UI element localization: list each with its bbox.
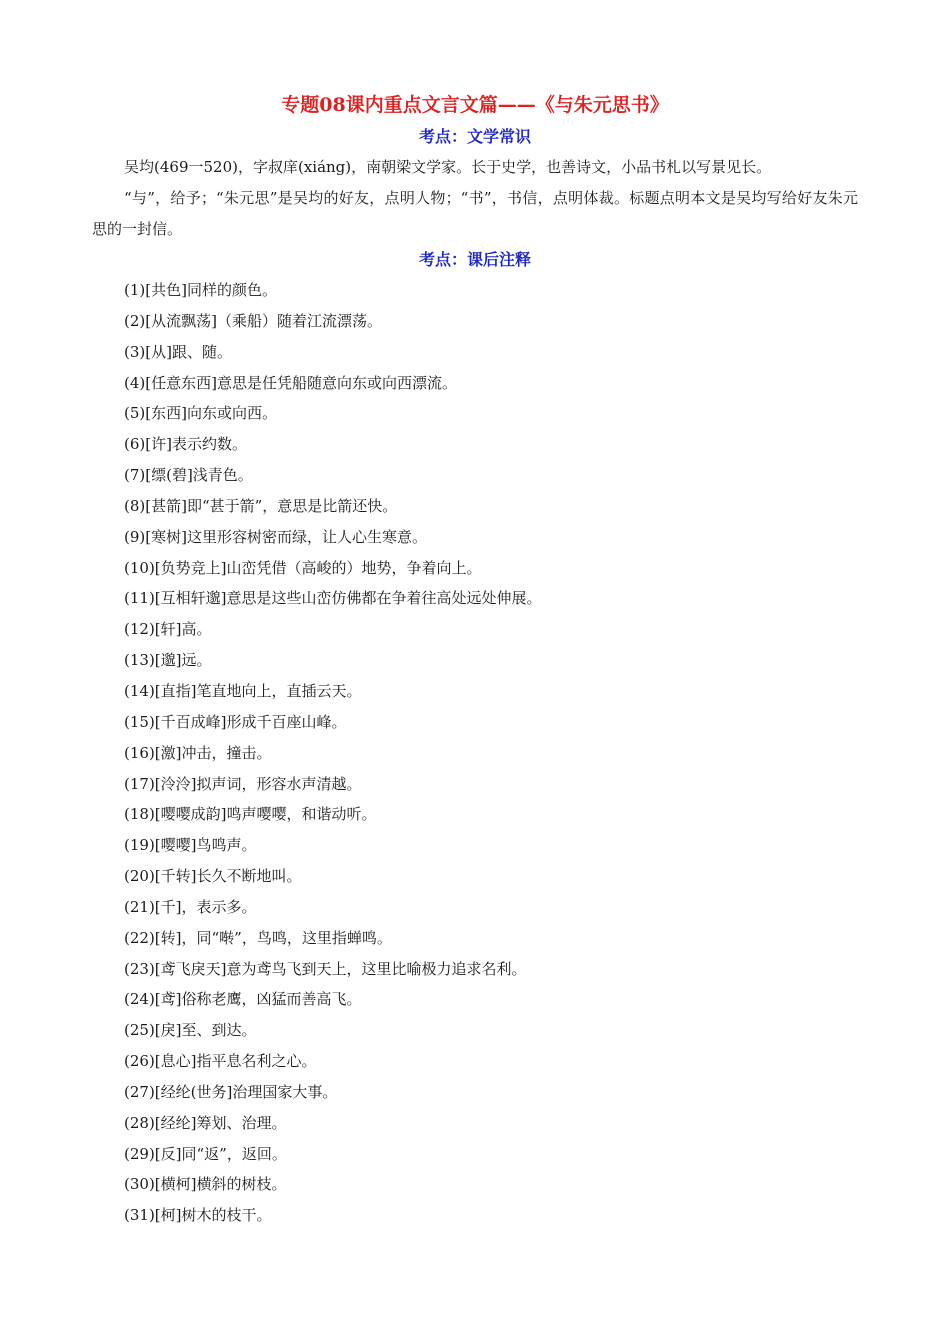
note-item: (4)[任意东西]意思是任凭船随意向东或向西漂流。 (124, 373, 457, 392)
note-item: (17)[泠泠]拟声词，形容水声清越。 (124, 774, 362, 793)
note-item: (16)[激]冲击，撞击。 (124, 743, 272, 762)
note-item: (9)[寒树]这里形容树密而绿，让人心生寒意。 (124, 527, 427, 546)
note-item: (7)[缥(碧]浅青色。 (124, 466, 253, 485)
note-item: (5)[东西]向东或向西。 (124, 404, 277, 423)
note-item: (6)[许]表示约数。 (124, 435, 247, 454)
note-item: (27)[经纶(世务]治理国家大事。 (124, 1082, 338, 1101)
note-item: (18)[嘤嘤成韵]鸣声嘤嘤，和谐动听。 (124, 805, 377, 824)
note-item: (8)[甚箭]即“甚于箭”，意思是比箭还快。 (124, 496, 398, 515)
note-item: (11)[互相轩邈]意思是这些山峦仿佛都在争着往高处远处伸展。 (124, 589, 542, 608)
note-item: (21)[千]，表示多。 (124, 897, 257, 916)
note-item: (13)[邈]远。 (124, 651, 212, 670)
note-item: (2)[从流飘荡]（乘船）随着江流漂荡。 (124, 311, 382, 330)
document-page (92, 88, 858, 1231)
note-item: (22)[转]，同“啭”，鸟鸣，这里指蝉鸣。 (124, 928, 392, 947)
note-item: (20)[千转]长久不断地叫。 (124, 867, 302, 886)
note-item: (26)[息心]指平息名利之心。 (124, 1052, 317, 1071)
note-item: (19)[嘤嘤]鸟鸣声。 (124, 836, 257, 855)
note-item: (31)[柯]树木的枝干。 (124, 1206, 272, 1225)
section-heading-literature: 考点：文学常识 (418, 127, 531, 146)
note-item: (28)[经纶]筹划、治理。 (124, 1113, 287, 1132)
note-item: (10)[负势竞上]山峦凭借（高峻的）地势，争着向上。 (124, 558, 482, 577)
note-item: (29)[反]同“返”，返回。 (124, 1144, 287, 1163)
note-item: (15)[千百成峰]形成千百座山峰。 (124, 712, 347, 731)
note-item: (3)[从]跟、随。 (124, 342, 232, 361)
section-heading-notes: 考点：课后注释 (418, 250, 531, 269)
page-title: 专题08课内重点文言文篇——《与朱元思书》 (281, 94, 669, 116)
note-item: (30)[横柯]横斜的树枝。 (124, 1175, 287, 1194)
literature-paragraph-title-explanation: “与”，给予；“朱元思”是吴均的好友，点明人物；“书”，书信，点明体裁。标题点明本文是吴均写给好友朱元思的一封信。 (92, 189, 858, 238)
note-item: (25)[戾]至、到达。 (124, 1021, 257, 1040)
literature-paragraph-author: 吴均(469一520)，字叔庠(xiáng)，南朝梁文学家。长于史学，也善诗文，小品书札以写景见长。 (124, 158, 772, 176)
note-item: (12)[轩]高。 (124, 620, 212, 639)
note-item: (14)[直指]笔直地向上，直插云天。 (124, 681, 362, 700)
note-item: (1)[共色]同样的颜色。 (124, 281, 277, 299)
note-item: (23)[鸢飞戾天]意为鸢鸟飞到天上，这里比喻极力追求名利。 (124, 959, 527, 978)
note-item: (24)[鸢]俗称老鹰，凶猛而善高飞。 (124, 990, 362, 1009)
notes-list (92, 275, 858, 1231)
